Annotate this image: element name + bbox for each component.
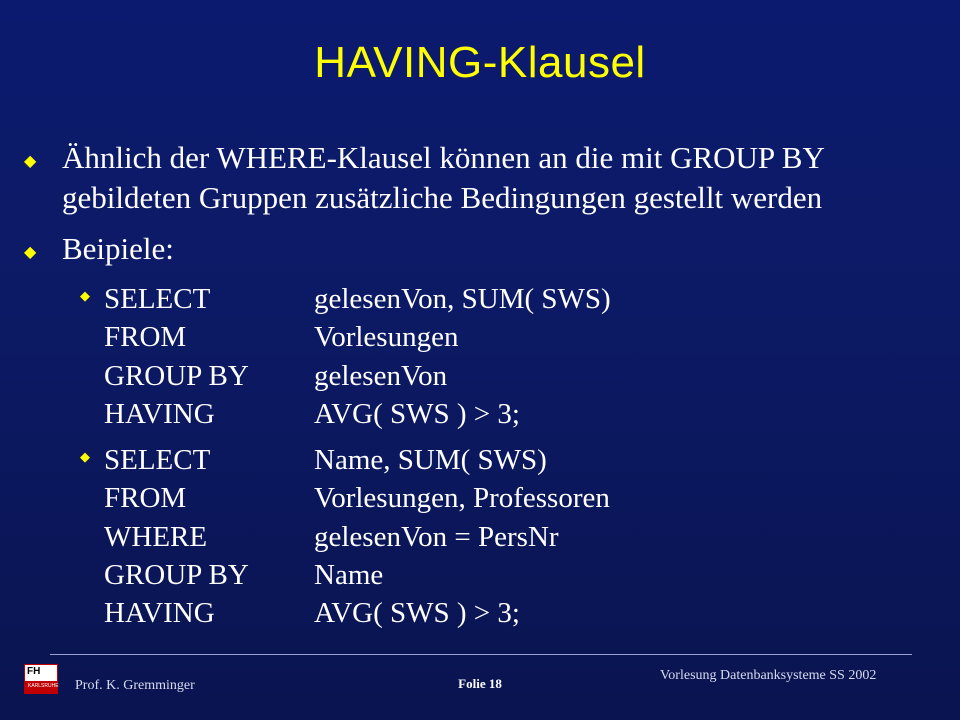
sql-keyword: GROUP BY <box>104 360 249 392</box>
footer-divider <box>50 654 912 655</box>
sql-clause: Name <box>314 559 384 591</box>
sql-example-1 <box>104 280 664 440</box>
slide-title: HAVING-Klausel <box>314 38 646 87</box>
sql-keyword: HAVING <box>104 398 215 430</box>
sql-keyword: WHERE <box>104 521 208 553</box>
sql-example-2 <box>104 441 704 641</box>
sql-keyword: FROM <box>104 321 187 353</box>
sql-clause: Name, SUM( SWS) <box>314 444 547 476</box>
footer-slide-number: Folie 18 <box>458 676 502 691</box>
sql-clause: gelesenVon, SUM( SWS) <box>314 283 611 315</box>
sql-clause: Vorlesungen, Professoren <box>314 482 610 514</box>
diamond-bullet-icon: ◆ <box>80 289 90 304</box>
bullet-text-line2: gebildeten Gruppen zusätzliche Bedingungen gestellt werden <box>62 180 823 215</box>
diamond-bullet-icon: ◆ <box>24 151 37 170</box>
footer-author: Prof. K. Gremminger <box>75 678 195 693</box>
sql-clause: Vorlesungen <box>314 321 459 353</box>
logo-subtext: KARLSRUHE <box>28 683 59 689</box>
sql-keyword: FROM <box>104 482 187 514</box>
bullet-text-examples: Beipiele: <box>62 231 174 266</box>
sql-clause: gelesenVon <box>314 360 448 392</box>
sql-clause: gelesenVon = PersNr <box>314 521 559 553</box>
footer-course: Vorlesung Datenbanksysteme SS 2002 <box>660 668 877 683</box>
sql-clause: AVG( SWS ) > 3; <box>314 398 520 430</box>
bullet-text-line1: Ähnlich der WHERE-Klausel können an die mit GROUP BY <box>62 140 825 175</box>
diamond-bullet-icon: ◆ <box>24 242 37 261</box>
sql-keyword: SELECT <box>104 444 211 476</box>
sql-keyword: GROUP BY <box>104 559 249 591</box>
logo-letters: FH <box>27 666 41 677</box>
sql-keyword: HAVING <box>104 597 215 629</box>
sql-clause: AVG( SWS ) > 3; <box>314 597 520 629</box>
sql-keyword: SELECT <box>104 283 211 315</box>
diamond-bullet-icon: ◆ <box>80 450 90 465</box>
